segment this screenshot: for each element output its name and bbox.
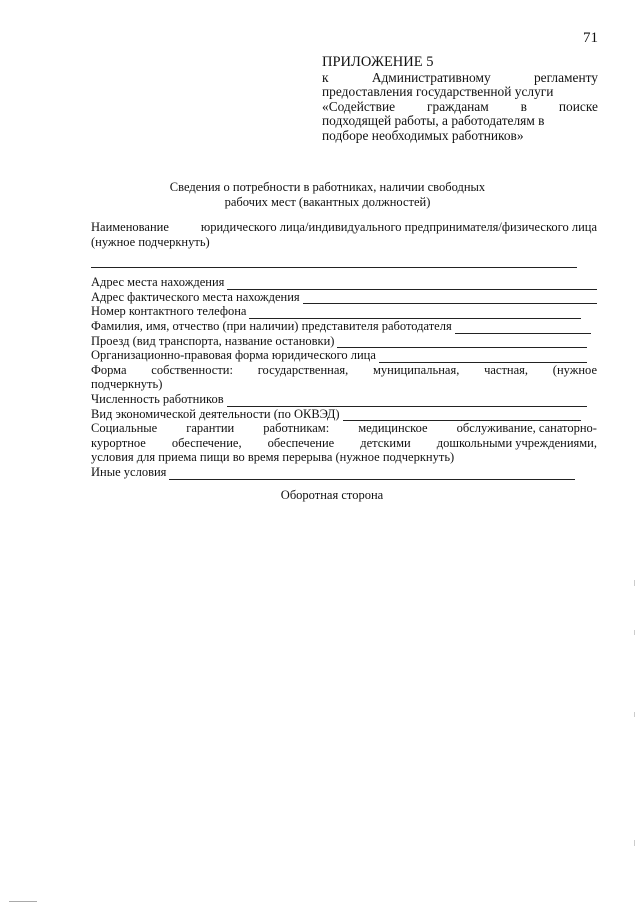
reverse-side-label — [0, 488, 640, 503]
transport-field[interactable] — [337, 336, 587, 348]
name-label-word: Наименование — [91, 220, 169, 234]
ownership-row — [91, 363, 597, 378]
appendix-line-4: подходящей работы, а работодателям в — [322, 113, 545, 129]
guarantees-word: гарантии — [186, 421, 235, 436]
guarantees-option-childcare[interactable]: обеспечение — [267, 435, 335, 450]
phone-row — [91, 304, 581, 319]
legal-form-row — [91, 348, 587, 363]
actual-address-field[interactable] — [303, 292, 597, 304]
ownership-option-private[interactable]: частная, — [484, 362, 529, 377]
guarantees-row-3[interactable]: условия для приема пищи во время перерыва (нужное подчеркнуть) — [91, 450, 455, 465]
address-row — [91, 275, 597, 290]
ownership-option-state[interactable]: государственная, — [257, 362, 349, 377]
appendix-word: Административному — [371, 69, 491, 85]
employees-row — [91, 392, 587, 407]
form-body — [91, 220, 597, 480]
scan-artifact — [634, 580, 635, 586]
transport-label: Проезд (вид транспорта, название остановки) — [91, 333, 335, 348]
appendix-header — [322, 55, 598, 144]
ownership-option-municipal[interactable]: муниципальная, — [373, 362, 460, 377]
guarantees-word: Социальные — [91, 421, 158, 436]
guarantees-row-2 — [91, 436, 597, 451]
ownership-word: Форма — [91, 362, 127, 377]
name-hint: (нужное подчеркнуть) — [91, 234, 210, 249]
guarantees-option-sanatorium[interactable]: обслуживание, санаторно- — [456, 421, 597, 436]
appendix-line-1 — [322, 71, 598, 86]
ownership-word: собственности: — [151, 362, 233, 377]
scan-artifact — [9, 901, 37, 902]
appendix-line-5: подборе необходимых работников» — [322, 127, 524, 143]
appendix-word: регламенту — [533, 69, 598, 85]
appendix-word: в — [520, 98, 527, 114]
actual-address-label: Адрес фактического места нахождения — [91, 289, 300, 304]
scan-artifact — [634, 840, 635, 846]
phone-label: Номер контактного телефона — [91, 304, 247, 319]
page-number: 71 — [583, 30, 598, 46]
okved-label: Вид экономической деятельности (по ОКВЭД) — [91, 406, 340, 421]
appendix-word: к — [322, 69, 329, 85]
guarantees-word: обеспечение, — [171, 435, 242, 450]
guarantees-option-medical[interactable]: медицинское — [358, 421, 428, 436]
name-label-row — [91, 220, 597, 235]
guarantees-word: дошкольными учреждениями, — [436, 435, 597, 450]
address-field[interactable] — [227, 278, 597, 290]
appendix-title: ПРИЛОЖЕНИЕ 5 — [322, 54, 434, 70]
okved-row — [91, 407, 581, 422]
ownership-hint: подчеркнуть) — [91, 377, 163, 392]
address-label: Адрес места нахождения — [91, 275, 225, 290]
appendix-line-3 — [322, 100, 598, 115]
guarantees-row-1 — [91, 421, 597, 436]
appendix-word: гражданам — [427, 98, 489, 114]
form-title — [0, 180, 640, 209]
representative-field[interactable] — [455, 322, 591, 334]
appendix-line-2: предоставления государственной услуги — [322, 84, 554, 100]
other-field[interactable] — [169, 468, 575, 480]
phone-field[interactable] — [249, 307, 581, 319]
legal-form-label: Организационно-правовая форма юридического лица — [91, 348, 376, 363]
reverse-side-text: Оборотная сторона — [280, 488, 384, 502]
scan-artifact — [634, 712, 635, 717]
appendix-word: «Содействие — [322, 98, 396, 114]
form-title-line-2: рабочих мест (вакантных должностей) — [224, 194, 431, 209]
guarantees-word: детскими — [360, 435, 411, 450]
ownership-word: (нужное — [552, 362, 597, 377]
guarantees-word: работникам: — [263, 421, 330, 436]
employees-label: Численность работников — [91, 391, 224, 406]
appendix-word: поиске — [558, 98, 598, 114]
scan-artifact — [634, 630, 635, 635]
form-title-line-1: Сведения о потребности в работниках, наличии свободных — [169, 180, 486, 194]
transport-row — [91, 334, 587, 349]
name-label-rest: юридического лица/индивидуального предпринимателя/физического лица — [200, 220, 597, 234]
actual-address-row — [91, 290, 597, 305]
name-field[interactable] — [91, 257, 577, 268]
employees-field[interactable] — [227, 395, 587, 407]
okved-field[interactable] — [343, 409, 581, 421]
other-label: Иные условия — [91, 464, 167, 479]
guarantees-option-resort[interactable]: курортное — [91, 435, 146, 450]
other-row — [91, 465, 575, 480]
representative-row — [91, 319, 591, 334]
legal-form-field[interactable] — [379, 351, 587, 363]
representative-label: Фамилия, имя, отчество (при наличии) представителя работодателя — [91, 318, 452, 333]
